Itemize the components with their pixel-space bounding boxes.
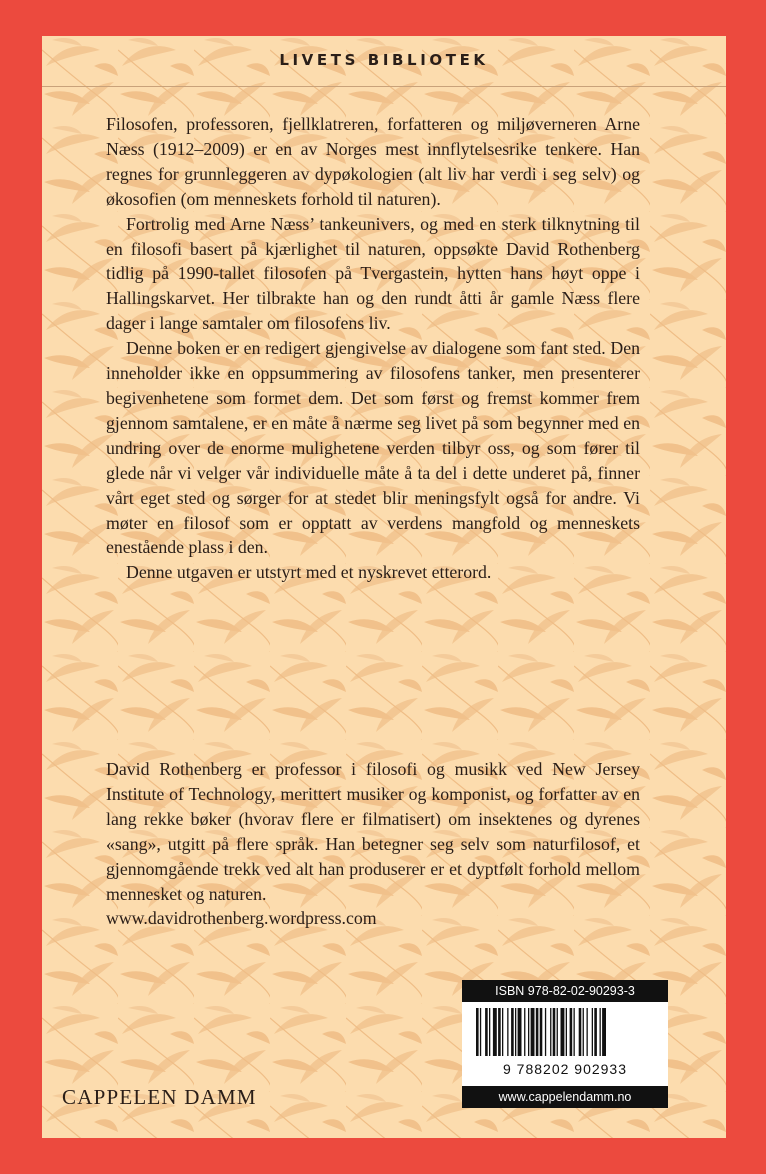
ean13-barcode-icon [462, 1002, 668, 1058]
barcode-bar [583, 1008, 584, 1056]
barcode-bar [592, 1008, 593, 1056]
barcode-bar [545, 1008, 546, 1056]
barcode-bar [602, 1008, 606, 1056]
barcode-bar [574, 1008, 575, 1056]
barcode-bar [540, 1008, 543, 1056]
barcode-bar [511, 1008, 514, 1056]
author-website-link[interactable]: www.davidrothenberg.wordpress.com [106, 908, 377, 929]
barcode-bar [570, 1008, 573, 1056]
book-description [106, 112, 640, 585]
barcode-bar [566, 1008, 567, 1056]
barcode-bar [515, 1008, 516, 1056]
barcode-bar [502, 1008, 503, 1056]
barcode-bar [524, 1008, 525, 1056]
barcode-bar [536, 1008, 539, 1056]
barcode-bar [528, 1008, 529, 1056]
barcode-bar [550, 1008, 551, 1056]
series-title: LIVETS BIBLIOTEK [279, 51, 489, 69]
isbn-label: ISBN 978-82-02-90293-3 [462, 980, 668, 1002]
barcode-bar [579, 1008, 582, 1056]
barcode-bar [489, 1008, 490, 1056]
barcode-bar [600, 1008, 601, 1056]
author-bio-text: David Rothenberg er professor i filosofi og musikk ved New Jersey Institute of Technology, merittert musiker og komponist, og forfatter av en lang rekke bøker (hvorav flere er filmatisert) om insektenes og dyrenes «sang», utgitt på flere språk. Han betegner seg selv som naturfilosof, et gjennomgående trekk ved alt han produserer er et dyptfølt forhold mellom mennesket og naturen. [106, 759, 640, 904]
description-paragraph-3: Denne boken er en redigert gjengivelse av dialogene som fant sted. Den inneholder ikke en oppsummering av filosofens tanker, men presenterer begivenhetene som formet dem. Det som først og fremst kommer frem gjennom samtalene, er en måte å nærme seg livet på som begynner med en undring over de enorme mulighetene verden tilbyr oss, og som fører til glede når vi velger vår individuelle måte å ta del i dette underet på, finner vårt eget sted og sørger for at stedet blir meningsfylt også for andre. Vi møter en filosof som er opptatt av verdens mangfold og menneskets enestående plass i den. [106, 338, 640, 558]
barcode-bar [476, 1008, 479, 1056]
description-paragraph-1: Filosofen, professoren, fjellklatreren, forfatteren og miljøverneren Arne Næss (1912–2009) er en av Norges mest innflytelsesrike tenkere. Han regnes for grunnleggeren av dypøkologien (alt liv har verdi i seg selv) og økosofien (om menneskets forhold til naturen). [106, 114, 640, 209]
series-header [42, 36, 726, 87]
barcode-digits: 9 788202 902933 [503, 1061, 627, 1077]
barcode-bar [498, 1008, 501, 1056]
barcode-bar [553, 1008, 556, 1056]
barcode-bar [518, 1008, 522, 1056]
barcode-bar [594, 1008, 597, 1056]
publisher-logo: CAPPELEN DAMM [62, 1085, 257, 1109]
barcode-bar [485, 1008, 488, 1056]
barcode-bar [587, 1008, 588, 1056]
barcode-bar [480, 1008, 481, 1056]
barcode-bar [531, 1008, 535, 1056]
barcode-bar [561, 1008, 565, 1056]
barcode-bar [507, 1008, 508, 1056]
author-bio [106, 757, 640, 931]
barcode-bar [493, 1008, 497, 1056]
publisher-website[interactable]: www.cappelendamm.no [462, 1086, 668, 1108]
description-paragraph-4: Denne utgaven er utstyrt med et nyskrevet etterord. [126, 562, 492, 583]
barcode-bar [557, 1008, 558, 1056]
description-paragraph-2: Fortrolig med Arne Næss’ tankeunivers, og med en sterk tilknytning til en filosofi basert på kjærlighet til naturen, oppsøkte David Rothenberg tidlig på 1990-tallet filosofen på Tvergastein, hytten hans høyt oppe i Hallingskarvet. Her tilbrakte han og den rundt åtti år gamle Næss flere dager i lange samtaler om filosofens liv. [106, 213, 640, 334]
